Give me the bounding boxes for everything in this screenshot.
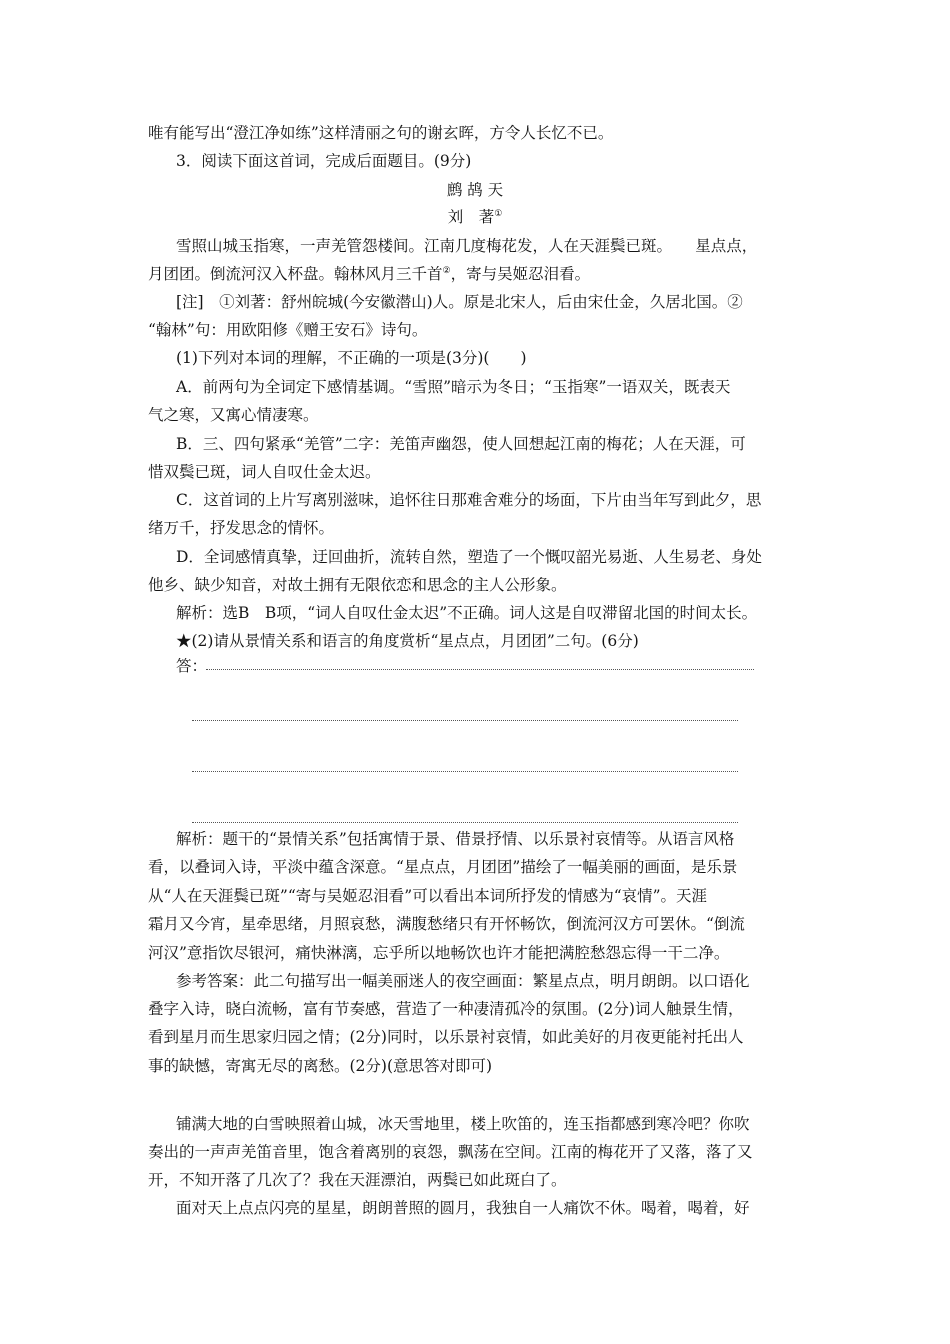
analysis-1: 解析：选B B项，“词人自叹仕金太迟”不正确。词人这是自叹滞留北国的时间太长。: [176, 604, 758, 622]
poem-text-line-2: 月团团。倒流河汉入杯盘。翰林风月三千首②，寄与吴姬忍泪看。: [148, 265, 591, 283]
answer-line[interactable]: [206, 669, 754, 670]
analysis-2-line-2: 看，以叠词入诗，平淡中蕴含深意。“星点点，月团团”描绘了一幅美丽的画面，是乐景: [148, 858, 738, 876]
reference-answer-line-3: 看到星月而生思家归园之情；(2分)同时，以乐景衬哀情，如此美好的月夜更能衬托出人: [148, 1028, 744, 1046]
footnote-mark: ②: [442, 266, 451, 276]
translation-line-4: 面对天上点点闪亮的星星，朗朗普照的圆月，我独自一人痛饮不休。喝着，喝着，好: [176, 1199, 750, 1217]
translation-line-2: 奏出的一声声羌笛音里，饱含着离别的哀怨，飘荡在空间。江南的梅花开了又落，落了又: [148, 1143, 753, 1161]
analysis-2-line-1: 解析：题干的“景情关系”包括寓情于景、借景抒情、以乐景衬哀情等。从语言风格: [176, 830, 735, 848]
analysis-2-line-5: 河汉”意指饮尽银河，痛快淋漓，忘乎所以地畅饮也许才能把满腔愁怨忘得一干二净。: [148, 944, 730, 962]
note-line-1: [注] ①刘著：舒州皖城(今安徽潜山)人。原是北宋人，后由宋仕金，久居北国。②: [176, 293, 743, 311]
poem-title: 鹧 鸪 天: [446, 181, 504, 199]
poem-text-line-1: 雪照山城玉指寒，一声羌管怨楼间。江南几度梅花发，人在天涯鬓已斑。 星点点，: [176, 237, 758, 255]
text-line: 唯有能写出“澄江净如练”这样清丽之句的谢玄晖，方令人长忆不已。: [148, 124, 614, 142]
translation-line-3: 开，不知开落了几次了？我在天涯漂泊，两鬓已如此斑白了。: [148, 1171, 567, 1189]
reference-answer-line-4: 事的缺憾，寄寓无尽的离愁。(2分)(意思答对即可): [148, 1057, 493, 1075]
option-a-line-1: A．前两句为全词定下感情基调。“雪照”暗示为冬日；“玉指寒”一语双关，既表天: [176, 378, 731, 396]
option-a-line-2: 气之寒，又寓心情凄寒。: [148, 406, 319, 424]
translation-line-1: 铺满大地的白雪映照着山城，冰天雪地里，楼上吹笛的，连玉指都感到寒冷吧？你吹: [176, 1115, 750, 1133]
answer-label: 答：: [176, 657, 208, 675]
option-c-line-1: C．这首词的上片写离别滋味，追怀往日那难舍难分的场面，下片由当年写到此夕，思: [176, 491, 762, 509]
answer-line[interactable]: [192, 771, 738, 772]
reference-answer-line-2: 叠字入诗，晓白流畅，富有节奏感，营造了一种凄清孤冷的氛围。(2分)词人触景生情，: [148, 1000, 744, 1018]
sub-question-1: (1)下列对本词的理解，不正确的一项是(3分)( ): [176, 349, 527, 367]
answer-line[interactable]: [192, 720, 738, 721]
analysis-2-line-3: 从“人在天涯鬓已斑”“寄与吴姬忍泪看”可以看出本词所抒发的情感为“哀情”。天涯: [148, 887, 708, 905]
footnote-mark: ①: [494, 209, 503, 219]
option-b-line-1: B．三、四句紧承“羌管”二字：羌笛声幽怨，使人回想起江南的梅花；人在天涯，可: [176, 435, 746, 453]
sub-question-2: ★(2)请从景情关系和语言的角度赏析“星点点，月团团”二句。(6分): [176, 632, 639, 650]
reference-answer-line-1: 参考答案：此二句描写出一幅美丽迷人的夜空画面：繁星点点，明月朗朗。以口语化: [176, 972, 750, 990]
option-c-line-2: 绪万千，抒发思念的情怀。: [148, 519, 335, 537]
option-d-line-2: 他乡、缺少知音，对故土拥有无限依恋和思念的主人公形象。: [148, 576, 567, 594]
answer-line[interactable]: [192, 822, 738, 823]
question-3-heading: 3．阅读下面这首词，完成后面题目。(9分): [176, 152, 472, 170]
option-b-line-2: 惜双鬓已斑，词人自叹仕金太迟。: [148, 463, 381, 481]
poem-author: 刘 著①: [447, 208, 503, 226]
analysis-2-line-4: 霜月又今宵，星牵思绪，月照哀愁，满腹愁绪只有开怀畅饮，倒流河汉方可罢休。“倒流: [148, 915, 745, 933]
note-line-2: “翰林”句：用欧阳修《赠王安石》诗句。: [148, 321, 428, 339]
option-d-line-1: D．全词感情真挚，迂回曲折，流转自然，塑造了一个慨叹韶光易逝、人生易老、身处: [176, 548, 762, 566]
